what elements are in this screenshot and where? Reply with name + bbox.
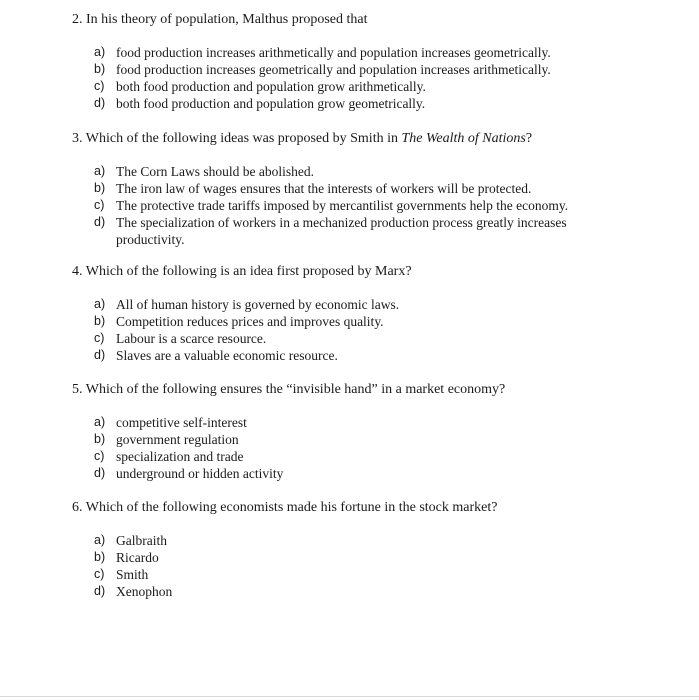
question-stem: [72, 130, 632, 147]
option-letter: a): [94, 164, 106, 178]
option-letter: b): [94, 181, 106, 195]
option-text: Labour is a scarce resource.: [116, 331, 267, 346]
answer-option-c: [72, 448, 632, 465]
answer-option-d: [72, 95, 632, 112]
option-letter: c): [94, 331, 105, 345]
answer-option-b: [72, 313, 632, 330]
question-2: [72, 11, 632, 112]
option-text: food production increases arithmetically and population increases geometrically.: [116, 45, 551, 60]
option-letter: a): [94, 297, 106, 311]
option-text: Galbraith: [116, 533, 167, 548]
answer-option-a: [72, 163, 632, 180]
question-stem-text: 3. Which of the following ideas was proposed by Smith in: [72, 131, 402, 146]
option-letter: c): [94, 79, 105, 93]
option-text: both food production and population grow arithmetically.: [116, 79, 426, 94]
question-stem-end: ?: [525, 131, 533, 146]
answer-options: [72, 296, 632, 364]
option-text: both food production and population grow geometrically.: [116, 96, 426, 111]
answer-option-d: [72, 347, 632, 364]
answer-option-a: [72, 44, 632, 61]
answer-option-c: [72, 197, 632, 214]
option-text: Xenophon: [116, 584, 173, 599]
answer-option-c: [72, 566, 632, 583]
option-text: The specialization of workers in a mechanized production process greatly increases productivity.: [116, 215, 567, 247]
option-letter: d): [94, 466, 106, 480]
option-letter: d): [94, 96, 106, 110]
option-text: Ricardo: [116, 550, 159, 565]
option-text: specialization and trade: [116, 449, 244, 464]
answer-option-a: [72, 296, 632, 313]
option-text: The protective trade tariffs imposed by mercantilist governments help the economy.: [116, 198, 569, 213]
option-letter: c): [94, 198, 105, 212]
option-text: Slaves are a valuable economic resource.: [116, 348, 338, 363]
option-letter: b): [94, 432, 106, 446]
option-letter: c): [94, 449, 105, 463]
question-3: [72, 130, 632, 248]
answer-option-a: [72, 414, 632, 431]
answer-option-d: [72, 583, 632, 600]
question-stem: 2. In his theory of population, Malthus proposed that: [72, 12, 368, 27]
question-6: [72, 499, 632, 600]
option-text: competitive self-interest: [116, 415, 247, 430]
answer-options: [72, 163, 632, 248]
answer-options: [72, 532, 632, 600]
answer-option-b: [72, 61, 632, 78]
answer-option-b: [72, 180, 632, 197]
option-text: The iron law of wages ensures that the interests of workers will be protected.: [116, 181, 532, 196]
answer-option-c: [72, 330, 632, 347]
question-stem: 6. Which of the following economists made his fortune in the stock market?: [72, 500, 498, 515]
option-text: All of human history is governed by economic laws.: [116, 297, 400, 312]
option-letter: b): [94, 314, 106, 328]
answer-option-d: [72, 465, 632, 482]
option-text: Smith: [116, 567, 149, 582]
question-5: [72, 381, 632, 482]
question-stem: 4. Which of the following is an idea first proposed by Marx?: [72, 264, 412, 279]
answer-option-c: [72, 78, 632, 95]
book-title: The Wealth of Nations: [401, 131, 526, 146]
option-letter: d): [94, 584, 106, 598]
answer-option-b: [72, 431, 632, 448]
option-letter: b): [94, 62, 106, 76]
option-letter: d): [94, 348, 106, 362]
option-text: The Corn Laws should be abolished.: [116, 164, 314, 179]
question-4: [72, 263, 632, 364]
option-letter: a): [94, 45, 106, 59]
question-stem: 5. Which of the following ensures the “invisible hand” in a market economy?: [72, 382, 506, 397]
option-text: food production increases geometrically and population increases arithmetically.: [116, 62, 551, 77]
option-text: government regulation: [116, 432, 239, 447]
answer-option-d: [72, 214, 632, 248]
option-letter: a): [94, 415, 106, 429]
answer-option-a: [72, 532, 632, 549]
answer-options: [72, 44, 632, 112]
option-text: Competition reduces prices and improves quality.: [116, 314, 384, 329]
option-letter: b): [94, 550, 106, 564]
option-letter: a): [94, 533, 106, 547]
page-bottom-divider: [0, 696, 699, 697]
option-text: underground or hidden activity: [116, 466, 284, 481]
answer-options: [72, 414, 632, 482]
answer-option-b: [72, 549, 632, 566]
option-letter: c): [94, 567, 105, 581]
option-letter: d): [94, 215, 106, 229]
